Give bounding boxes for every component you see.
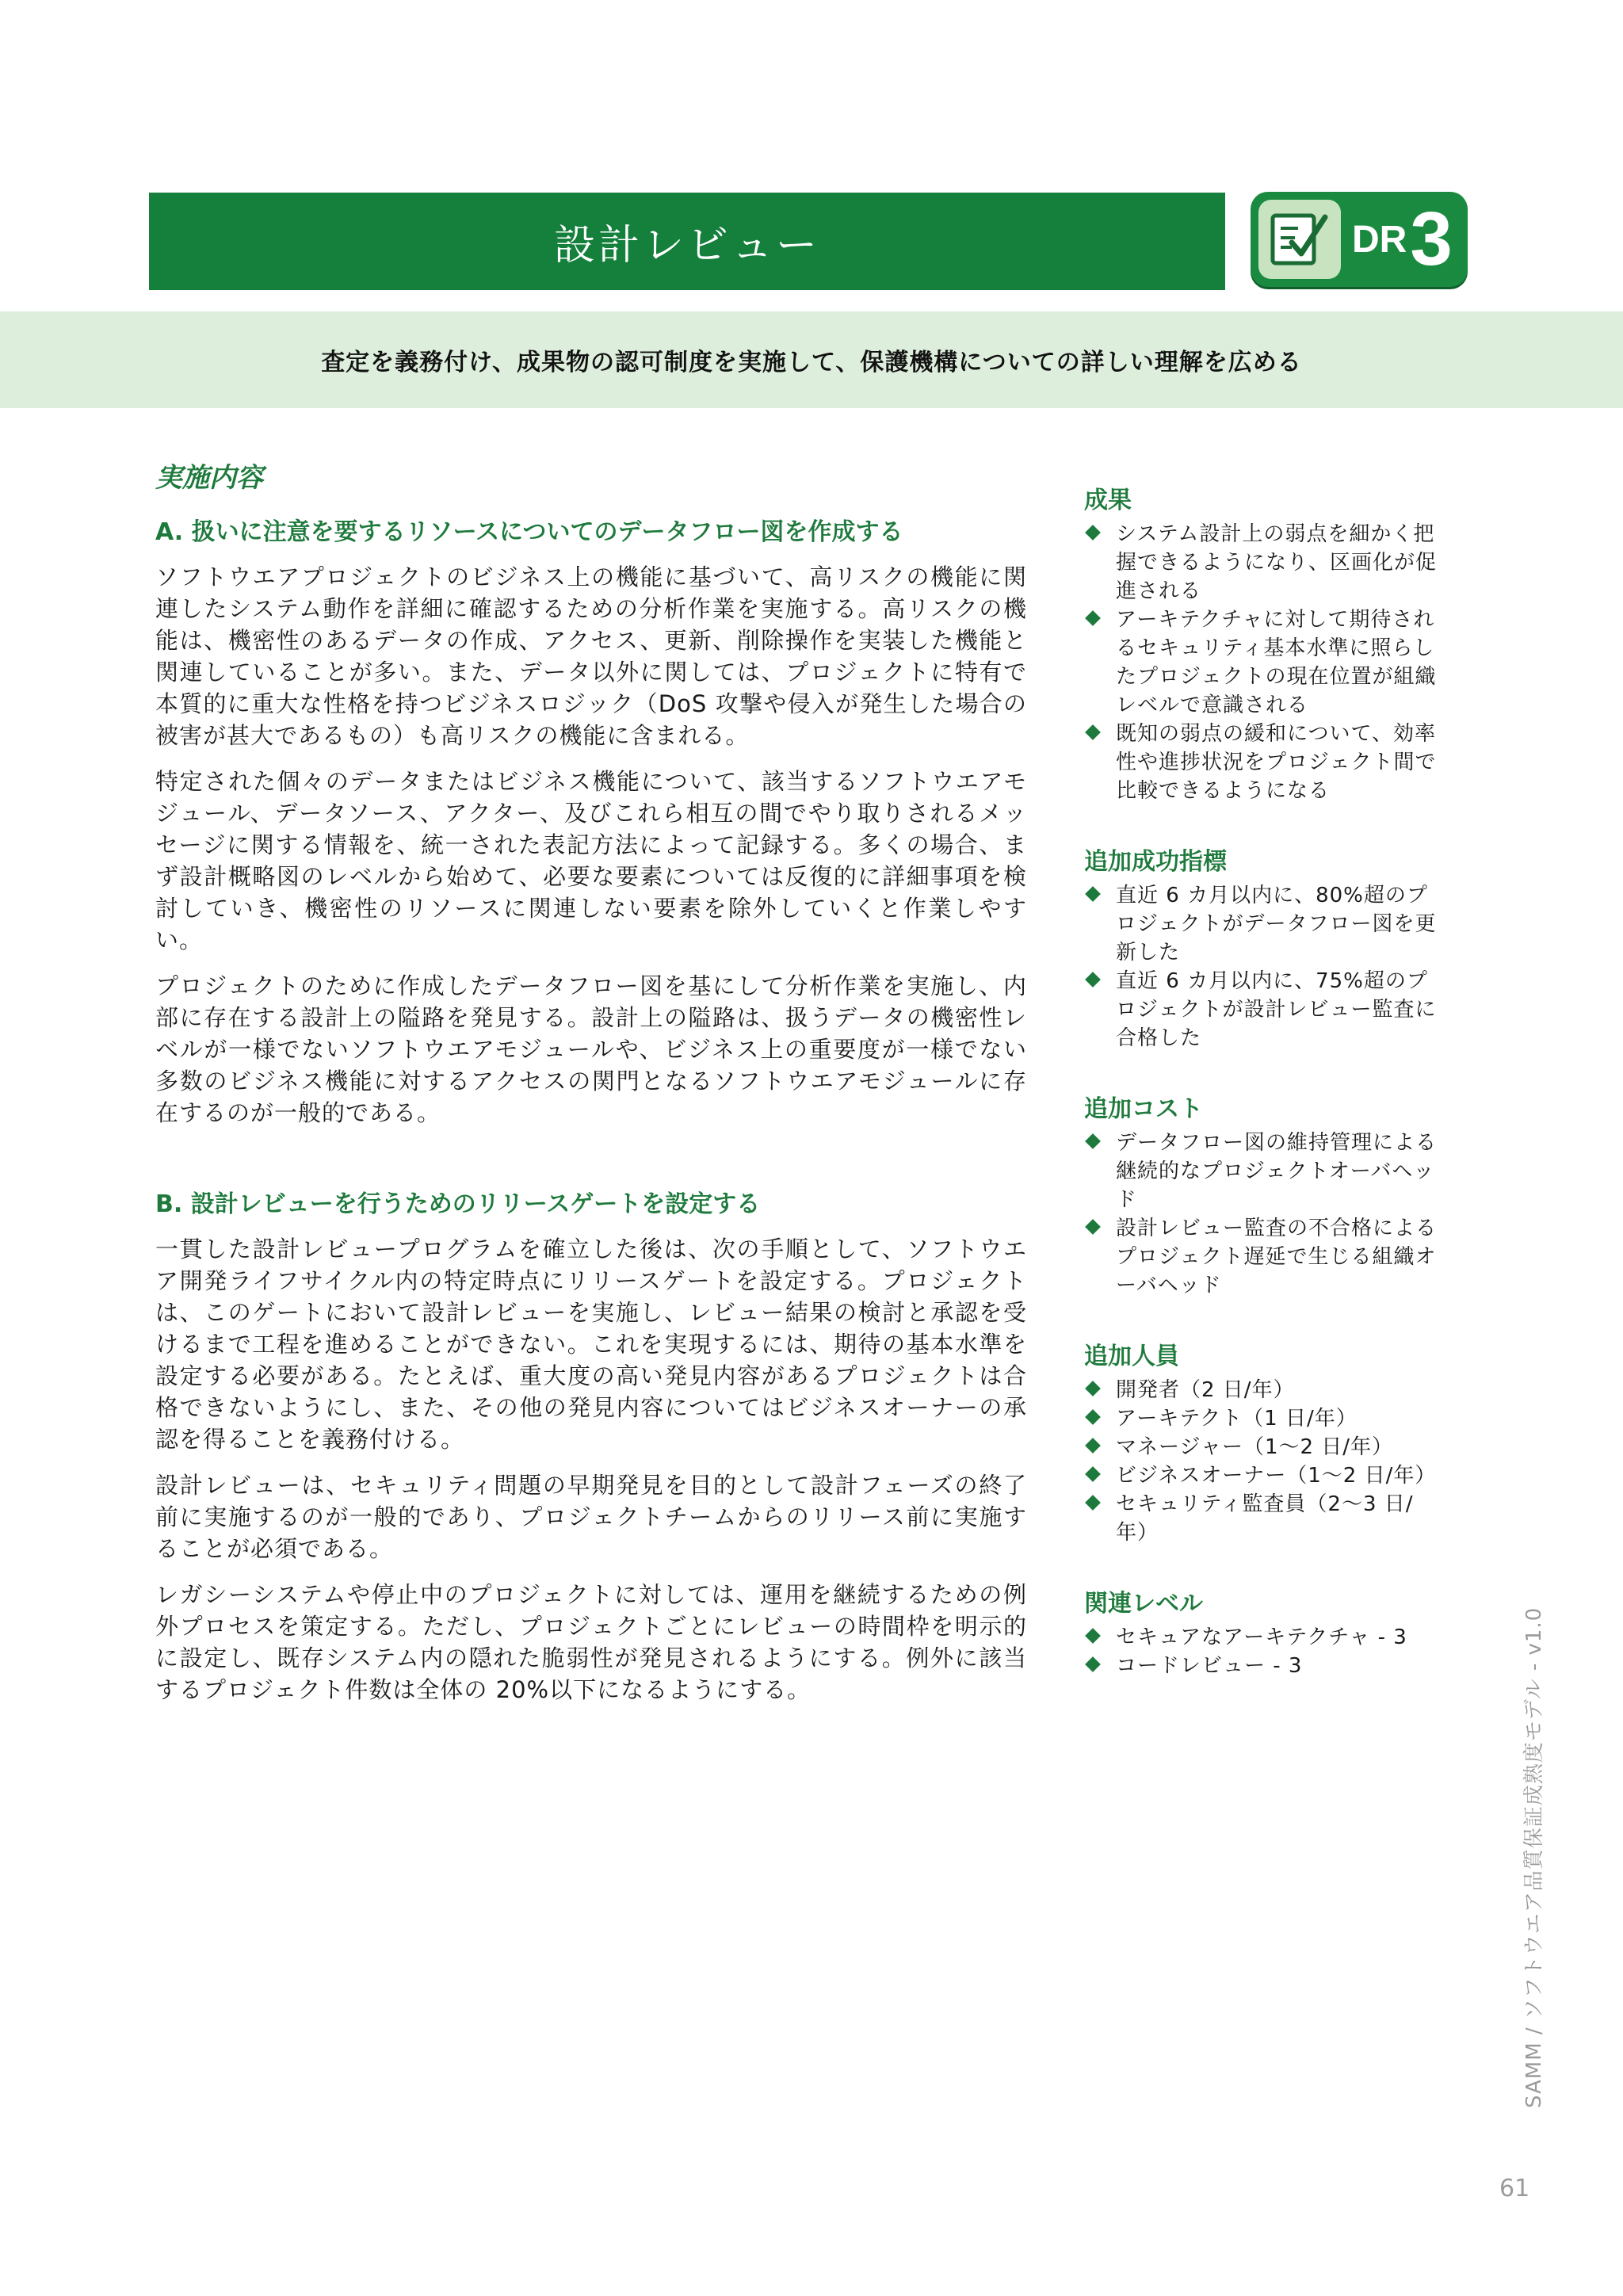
personnel-section [1084,1336,1441,1547]
diamond-bullet-icon [1085,724,1101,740]
metrics-section [1084,842,1441,1052]
section-a-paragraph: プロジェクトのために作成したデータフロー図を基にして分析作業を実施し、内部に存在する設計上の隘路を発見する。設計上の隘路は、扱うデータの機密性レベルが一様でないソフトウエアモジュールや、ビジネス上の重要度が一様でない多数のビジネス機能に対するアクセスの関門となるソフトウエアモジュールに存在するのが一般的である。 [155,972,1027,1126]
list-item: システム設計上の弱点を細かく把握できるようになり、区画化が促進される [1084,520,1441,606]
diamond-bullet-icon [1085,1438,1101,1454]
section-b-paragraph: 設計レビューは、セキュリティ問題の早期発見を目的として設計フェーズの終了前に実施するのが一般的であり、プロジェクトチームからのリリース前に実施することが必須である。 [155,1472,1027,1562]
section-b-paragraph: レガシーシステムや停止中のプロジェクトに対しては、運用を継続するための例外プロセスを策定する。ただし、プロジェクトごとにレビューの時間枠を明示的に設定し、既存システム内の隠れた脆弱性が発見されるようにする。例外に該当するプロジェクト件数は全体の 20%以下になるようにする。 [155,1581,1027,1703]
personnel-heading: 追加人員 [1084,1343,1179,1370]
page-title: 設計レビュー [553,222,820,269]
diamond-bullet-icon [1085,525,1101,541]
list-item: アーキテクチャに対して期待されるセキュリティ基本水準に照らしたプロジェクトの現在位置が組織レベルで意識される [1084,606,1441,720]
page-number: 61 [1499,2175,1530,2202]
diamond-bullet-icon [1085,1466,1101,1482]
diamond-bullet-icon [1085,1219,1101,1235]
checklist-icon [1258,200,1341,279]
diamond-bullet-icon [1085,1656,1101,1672]
section-a-paragraph: ソフトウエアプロジェクトのビジネス上の機能に基づいて、高リスクの機能に関連したシステム動作を詳細に確認するための分析作業を実施する。高リスクの機能は、機密性のあるデータの作成、アクセス、更新、削除操作を実装した機能と関連していることが多い。また、データ以外に関しては、プロジェクトに特有で本質的に重大な性格を持つビジネスロジック（DoS 攻撃や侵入が発生した場合の被害が甚大であるもの）も高リスクの機能に含まれる。 [155,563,1027,749]
diamond-bullet-icon [1085,1409,1101,1425]
costs-heading: 追加コスト [1084,1095,1203,1123]
related-levels-section [1084,1584,1441,1680]
diamond-bullet-icon [1085,886,1101,902]
diamond-bullet-icon [1085,972,1101,988]
diamond-bullet-icon [1085,1628,1101,1644]
diamond-bullet-icon [1085,1495,1101,1511]
list-item: アーキテクト（1 日/年） [1084,1404,1441,1433]
level-badge [1251,192,1468,287]
sidebar [1084,480,1441,1717]
section-b-paragraph: 一貫した設計レビュープログラムを確立した後は、次の手順として、ソフトウエア開発ライフサイクル内の特定時点にリリースゲートを設定する。プロジェクトは、このゲートにおいて設計レビューを実施し、レビュー結果の検討と承認を受けるまで工程を進めることができない。これを実現するには、期待の基本水準を設定する必要がある。たとえば、重大度の高い発見内容があるプロジェクトは合格できないようにし、また、その他の発見内容についてはビジネスオーナーの承認を得ることを義務付ける。 [155,1236,1027,1453]
title-bar [149,193,1225,290]
list-item: データフロー図の維持管理による継続的なプロジェクトオーバヘッド [1084,1129,1441,1214]
related-levels-heading: 関連レベル [1084,1590,1203,1618]
list-item: 直近 6 カ月以内に、75%超のプロジェクトが設計レビュー監査に合格した [1084,967,1441,1052]
activities-column [155,448,1027,1748]
footer-document-title: SAMM / ソフトウエア品質保証成熟度モデル - v1.0 [1522,1606,1546,2108]
list-item: セキュリティ監査員（2～3 日/年） [1084,1490,1441,1547]
section-a-title: A. 扱いに注意を要するリソースについてのデータフロー図を作成する [155,518,903,546]
list-item: 既知の弱点の緩和について、効率性や進捗状況をプロジェクト間で比較できるようになる [1084,720,1441,805]
badge-code: DR [1352,218,1407,261]
list-item: ビジネスオーナー（1～2 日/年） [1084,1461,1441,1490]
objective-text: 査定を義務付け、成果物の認可制度を実施して、保護機構についての詳しい理解を広める [321,349,1302,376]
list-item: 開発者（2 日/年） [1084,1376,1441,1404]
section-a-paragraph: 特定された個々のデータまたはビジネス機能について、該当するソフトウエアモジュール、データソース、アクター、及びこれら相互の間でやり取りされるメッセージに関する情報を、統一された表記方法によって記録する。多くの場合、まず設計概略図のレベルから始めて、必要な要素については反復的に詳細事項を検討していき、機密性のリソースに関連しない要素を除外していくと作業しやすい。 [155,768,1027,953]
list-item: マネージャー（1～2 日/年） [1084,1433,1441,1461]
list-item: 直近 6 カ月以内に、80%超のプロジェクトがデータフロー図を更新した [1084,881,1441,967]
badge-level: 3 [1410,197,1453,281]
objective-band [0,311,1623,408]
section-b-title: B. 設計レビューを行うためのリリースゲートを設定する [155,1190,761,1218]
results-section [1084,480,1441,805]
list-item: 設計レビュー監査の不合格によるプロジェクト遅延で生じる組織オーバヘッド [1084,1214,1441,1300]
list-item: コードレビュー - 3 [1084,1652,1441,1680]
results-heading: 成果 [1084,487,1132,514]
metrics-heading: 追加成功指標 [1084,848,1227,876]
diamond-bullet-icon [1085,610,1101,626]
activities-heading: 実施内容 [155,462,263,494]
costs-section [1084,1089,1441,1300]
diamond-bullet-icon [1085,1133,1101,1149]
list-item: セキュアなアーキテクチャ - 3 [1084,1623,1441,1652]
diamond-bullet-icon [1085,1381,1101,1396]
